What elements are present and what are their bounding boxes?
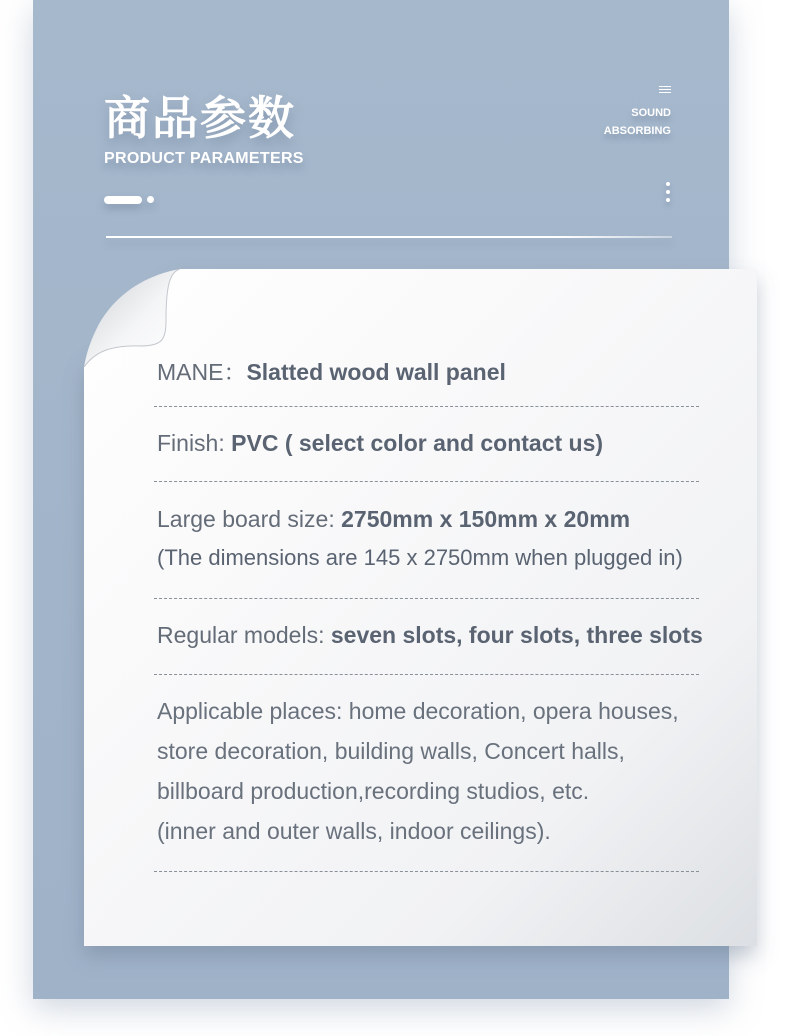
param-size-note bbox=[157, 545, 683, 571]
param-divider bbox=[154, 871, 699, 872]
param-row-size bbox=[157, 506, 630, 533]
param-label-name: MANE： bbox=[157, 359, 247, 385]
param-divider bbox=[154, 406, 699, 407]
param-places-text-3: billboard production,recording studios, etc. bbox=[157, 778, 590, 804]
param-places-line-4 bbox=[157, 818, 551, 845]
param-places-line-3 bbox=[157, 778, 589, 805]
param-divider bbox=[154, 598, 699, 599]
tag-sound: SOUND bbox=[631, 107, 671, 119]
param-places-line-2 bbox=[157, 738, 625, 765]
param-divider bbox=[154, 674, 699, 675]
param-value-size: 2750mm x 150mm x 20mm bbox=[341, 506, 631, 532]
param-value-name: Slatted wood wall panel bbox=[246, 359, 506, 385]
page-title-english: PRODUCT PARAMETERS bbox=[104, 150, 304, 167]
param-divider bbox=[154, 481, 699, 482]
param-places-line-1 bbox=[157, 698, 679, 725]
param-value-finish: PVC ( select color and contact us) bbox=[231, 430, 604, 456]
param-places-text-4: (inner and outer walls, indoor ceilings). bbox=[157, 818, 551, 844]
param-value-models: seven slots, four slots, three slots bbox=[330, 622, 703, 648]
tag-absorbing: ABSORBING bbox=[603, 125, 671, 137]
param-label-finish: Finish: bbox=[157, 430, 232, 456]
param-size-note-text: (The dimensions are 145 x 2750mm when plugged in) bbox=[157, 545, 683, 570]
param-row-models bbox=[157, 622, 703, 649]
param-label-models: Regular models: bbox=[157, 622, 331, 648]
page-title-chinese: 商品参数 bbox=[104, 91, 296, 145]
param-places-text-2: store decoration, building walls, Concert halls, bbox=[157, 738, 625, 764]
param-places-text-1: Applicable places: home decoration, opera houses, bbox=[157, 698, 679, 724]
param-label-size: Large board size: bbox=[157, 506, 342, 532]
param-row-finish bbox=[157, 430, 603, 457]
param-row-name bbox=[157, 354, 506, 387]
